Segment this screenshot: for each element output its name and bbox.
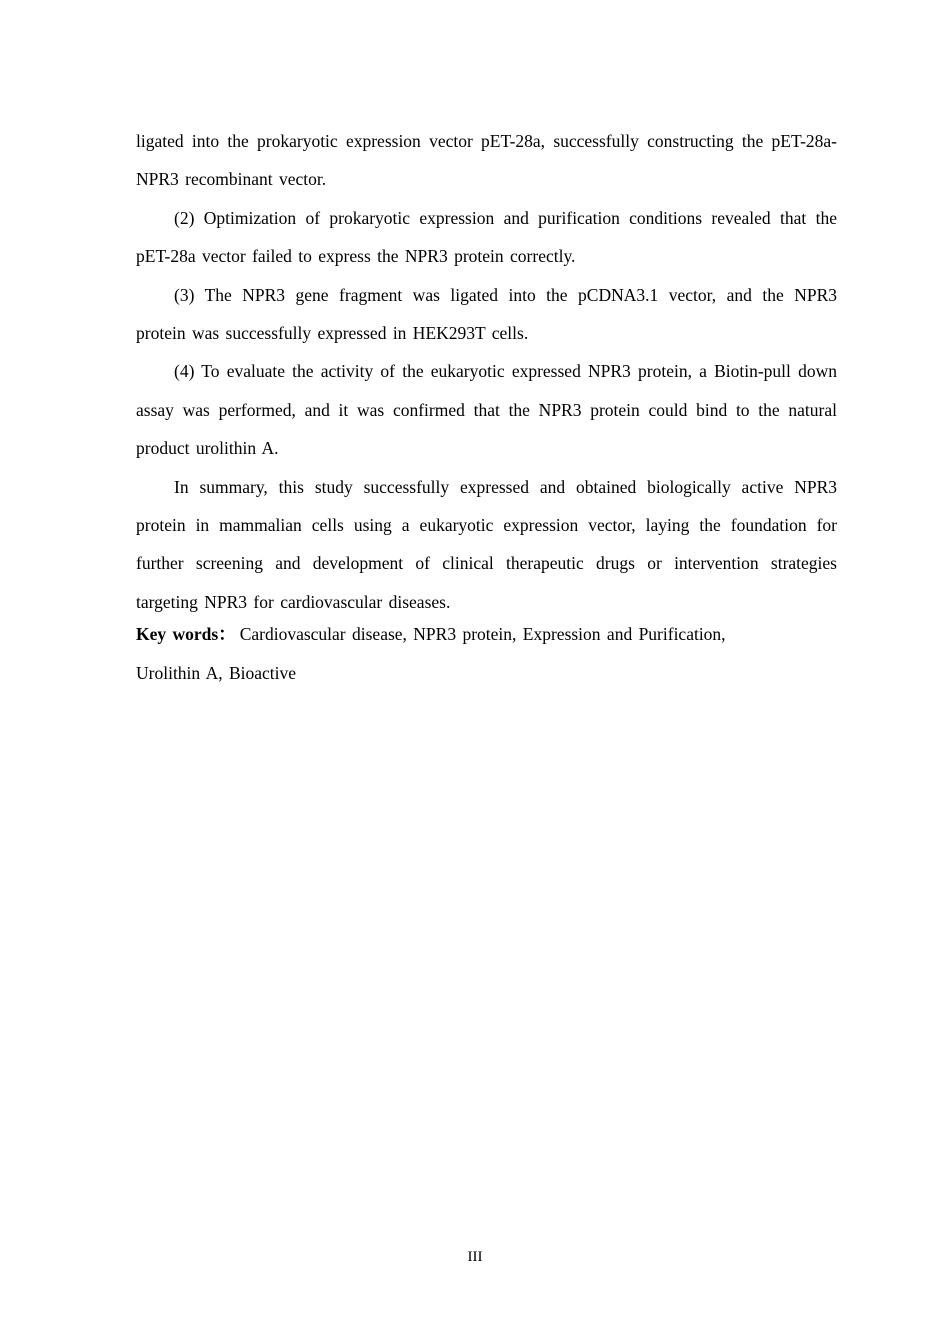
paragraph-summary: In summary, this study successfully expressed and obtained biologically active NPR3 protein in mammalian cells using a eukaryotic expression vector, laying the foundation for further screening and development of clinical therapeutic drugs or intervention strategies targeting NPR3 for cardiovascular diseases. [136,476,837,612]
keywords-label: Key words： [136,624,236,645]
paragraph-finding-4: (4) To evaluate the activity of the eukaryotic expressed NPR3 protein, a Biotin-pull down assay was performed, and it was confirmed that the NPR3 protein could bind to the natural product urolithin A. [136,361,837,459]
paragraph-finding-2: (2) Optimization of prokaryotic expression and purification conditions revealed that the pET-28a vector failed to express the NPR3 protein correctly. [136,207,837,267]
keywords-line-1: Cardiovascular disease, NPR3 protein, Expression and Purification, [239,624,726,645]
document-body [136,122,837,692]
keywords [136,615,837,692]
keywords-line-2: Urolithin A, Bioactive [136,662,297,683]
paragraph-finding-3: (3) The NPR3 gene fragment was ligated into the pCDNA3.1 vector, and the NPR3 protein was successfully expressed in HEK293T cells. [136,284,837,344]
paragraph-vector-construction: ligated into the prokaryotic expression vector pET-28a, successfully constructing the pET-28a-NPR3 recombinant vector. [136,131,837,190]
page-number: III [467,1249,483,1265]
